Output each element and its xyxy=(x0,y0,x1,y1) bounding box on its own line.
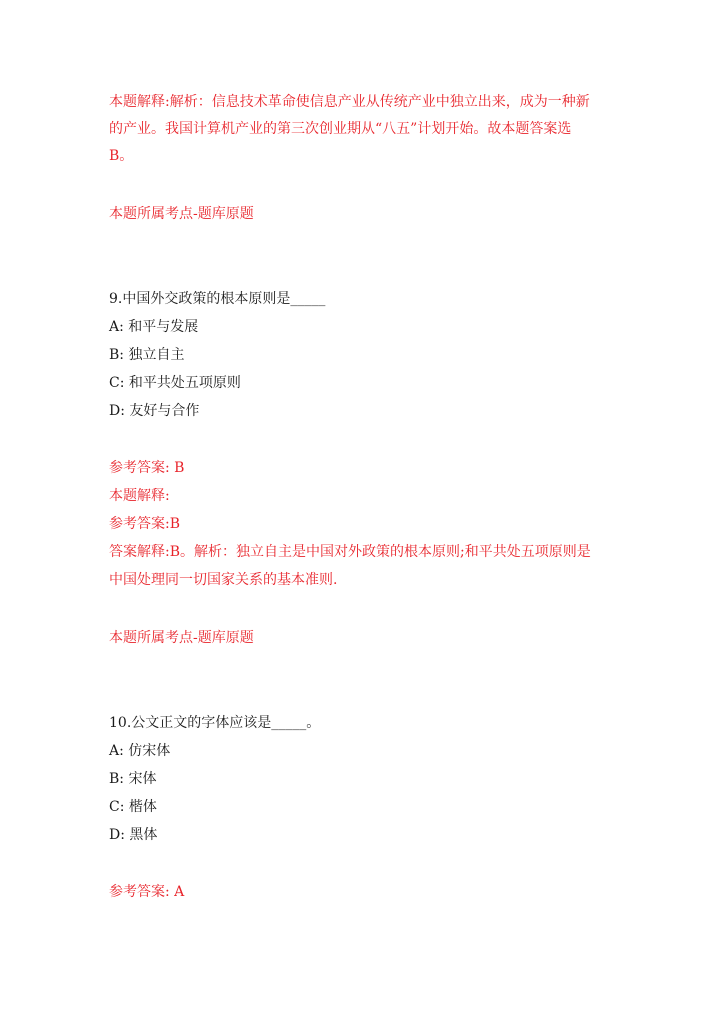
q9-explanation-line-1: 答案解释:B。解析：独立自主是中国对外政策的根本原则;和平共处五项原则是 xyxy=(109,544,591,560)
q10-option-d: D: 黑体 xyxy=(109,827,158,843)
q9-option-a: A: 和平与发展 xyxy=(109,319,199,335)
q9-source: 本题所属考点-题库原题 xyxy=(109,630,254,646)
q10-stem: 10.公文正文的字体应该是_____。 xyxy=(109,715,321,731)
q9-answer: 参考答案: B xyxy=(109,460,185,476)
q9-option-c: C: 和平共处五项原则 xyxy=(109,375,241,391)
q8-source: 本题所属考点-题库原题 xyxy=(109,206,254,222)
q9-stem: 9.中国外交政策的根本原则是_____ xyxy=(109,291,326,307)
q10-option-c: C: 楷体 xyxy=(109,799,157,815)
q10-answer: 参考答案: A xyxy=(109,884,185,900)
q9-answer-repeat: 参考答案:B xyxy=(109,516,181,532)
q8-explanation-line-1: 本题解释:解析：信息技术革命使信息产业从传统产业中独立出来，成为一种新 xyxy=(109,94,590,110)
q9-explanation-label: 本题解释: xyxy=(109,488,170,504)
q9-explanation-line-2: 中国处理同一切国家关系的基本准则. xyxy=(109,572,338,588)
q8-explanation-line-3: B。 xyxy=(109,148,134,164)
q8-explanation-line-2: 的产业。我国计算机产业的第三次创业期从“八五”计划开始。故本题答案选 xyxy=(109,121,572,137)
q9-option-b: B: 独立自主 xyxy=(109,347,185,363)
q9-option-d: D: 友好与合作 xyxy=(109,403,200,419)
q10-option-a: A: 仿宋体 xyxy=(109,743,171,759)
q10-option-b: B: 宋体 xyxy=(109,771,157,787)
